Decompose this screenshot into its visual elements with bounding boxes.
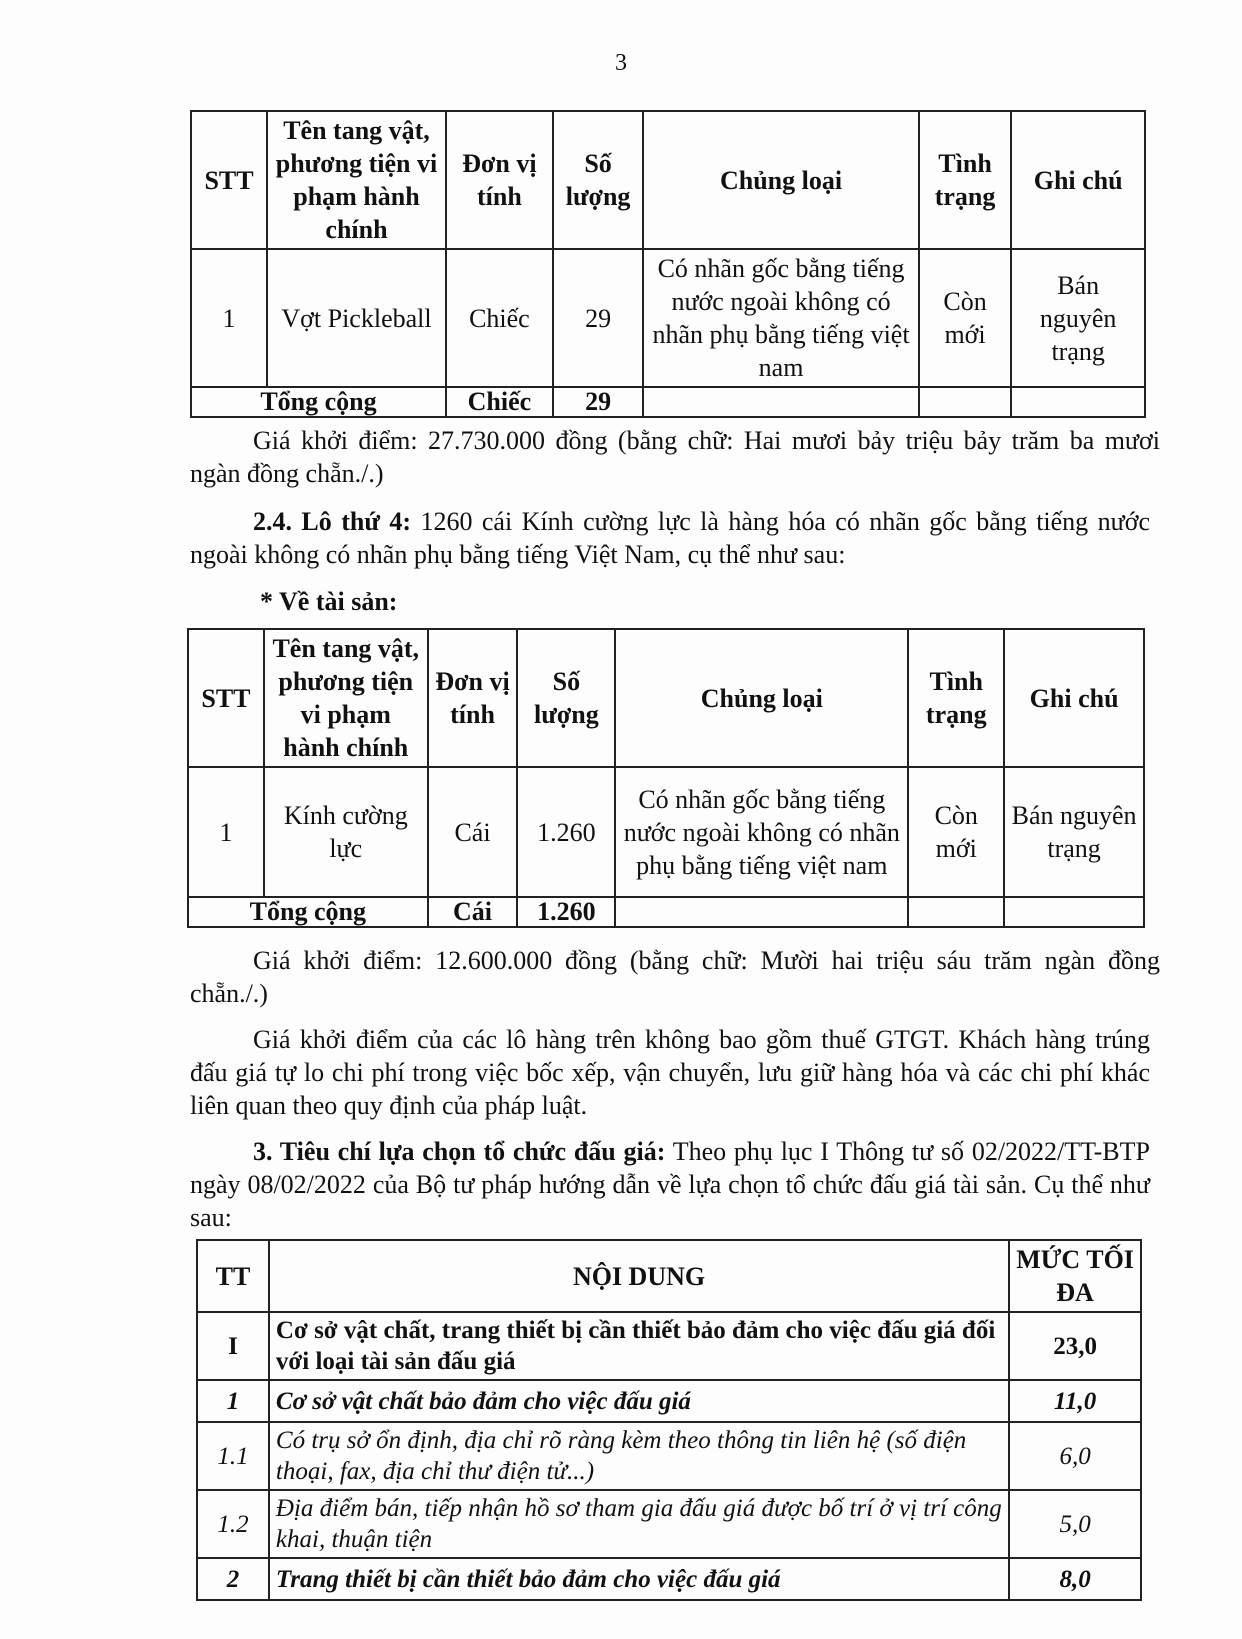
table-header-row (191, 111, 1145, 249)
cell-type: Có nhãn gốc bằng tiếng nước ngoài không có nhãn phụ bằng tiếng việt nam (643, 249, 919, 387)
table-row (197, 1380, 1141, 1422)
cell-tt: 1 (197, 1380, 269, 1422)
cell-max-score: 23,0 (1009, 1312, 1141, 1380)
cell-unit: Cái (428, 767, 518, 897)
starting-price-lot3: Giá khởi điểm: 27.730.000 đồng (bằng chữ: Hai mươi bảy triệu bảy trăm ba mươi ngàn đồng chẵn./.) (190, 426, 1160, 488)
total-empty (1011, 387, 1145, 417)
header-tt: TT (197, 1240, 269, 1312)
cell-max-score: 6,0 (1009, 1422, 1141, 1490)
cell-max-score: 8,0 (1009, 1558, 1141, 1600)
total-unit: Cái (428, 897, 518, 927)
asset-table-lot3 (190, 110, 1146, 418)
table-row (197, 1312, 1141, 1380)
cell-condition: Còn mới (908, 767, 1004, 897)
cell-content: Cơ sở vật chất bảo đảm cho việc đấu giá (269, 1380, 1009, 1422)
asset-table-lot4 (187, 628, 1145, 928)
cell-note: Bán nguyên trạng (1004, 767, 1144, 897)
total-empty (919, 387, 1012, 417)
total-label: Tổng cộng (191, 387, 446, 417)
header-type: Chủng loại (643, 111, 919, 249)
header-stt: STT (188, 629, 264, 767)
table-row (188, 767, 1144, 897)
header-unit: Đơn vị tính (446, 111, 553, 249)
cell-stt: 1 (191, 249, 267, 387)
header-condition: Tình trạng (919, 111, 1012, 249)
table-row (197, 1490, 1141, 1558)
total-quantity: 1.260 (517, 897, 615, 927)
cell-tt: I (197, 1312, 269, 1380)
total-empty (1004, 897, 1144, 927)
header-quantity: Số lượng (517, 629, 615, 767)
table-row (197, 1422, 1141, 1490)
cell-content: Trang thiết bị cần thiết bảo đảm cho việc đấu giá (269, 1558, 1009, 1600)
cell-tt: 1.2 (197, 1490, 269, 1558)
header-type: Chủng loại (615, 629, 908, 767)
total-row (188, 897, 1144, 927)
cell-type: Có nhãn gốc bằng tiếng nước ngoài không có nhãn phụ bằng tiếng việt nam (615, 767, 908, 897)
asset-heading: * Về tài sản: (260, 587, 398, 616)
total-empty (643, 387, 919, 417)
criteria-heading: 3. Tiêu chí lựa chọn tổ chức đấu giá: (253, 1137, 666, 1166)
header-stt: STT (191, 111, 267, 249)
cell-quantity: 29 (553, 249, 643, 387)
cell-tt: 2 (197, 1558, 269, 1600)
cell-content: Địa điểm bán, tiếp nhận hồ sơ tham gia đấu giá được bố trí ở vị trí công khai, thuận tiện (269, 1490, 1009, 1558)
header-quantity: Số lượng (553, 111, 643, 249)
cell-quantity: 1.260 (517, 767, 615, 897)
cell-tt: 1.1 (197, 1422, 269, 1490)
criteria-text: Theo phụ lục I Thông tư số 02/2022/TT-BTP ngày 08/02/2022 của Bộ tư pháp hướng dẫn về lựa chọn tổ chức đấu giá tài sản. Cụ thể như sau: (190, 1137, 1150, 1232)
lot4-heading: 2.4. Lô thứ 4: (253, 507, 412, 536)
table-header-row (188, 629, 1144, 767)
total-empty (615, 897, 908, 927)
cell-note: Bán nguyên trạng (1011, 249, 1145, 387)
cell-max-score: 5,0 (1009, 1490, 1141, 1558)
header-note: Ghi chú (1004, 629, 1144, 767)
starting-price-lot4: Giá khởi điểm: 12.600.000 đồng (bằng chữ: Mười hai triệu sáu trăm ngàn đồng chẵn./.) (190, 946, 1160, 1008)
cell-item-name: Kính cường lực (264, 767, 428, 897)
total-unit: Chiếc (446, 387, 553, 417)
total-quantity: 29 (553, 387, 643, 417)
header-unit: Đơn vị tính (428, 629, 518, 767)
header-content: NỘI DUNG (269, 1240, 1009, 1312)
cell-condition: Còn mới (919, 249, 1012, 387)
vat-note: Giá khởi điểm của các lô hàng trên không bao gồm thuế GTGT. Khách hàng trúng đấu giá tự lo chi phí trong việc bốc xếp, vận chuyển, lưu giữ hàng hóa và các chi phí khác liên quan theo quy định của pháp luật. (190, 1025, 1150, 1120)
header-item-name: Tên tang vật, phương tiện vi phạm hành chính (264, 629, 428, 767)
cell-content: Cơ sở vật chất, trang thiết bị cần thiết bảo đảm cho việc đấu giá đối với loại tài sản đấu giá (269, 1312, 1009, 1380)
header-item-name: Tên tang vật, phương tiện vi phạm hành chính (267, 111, 446, 249)
criteria-paragraph (190, 1135, 1150, 1234)
table-row (197, 1558, 1141, 1600)
cell-item-name: Vợt Pickleball (267, 249, 446, 387)
total-row (191, 387, 1145, 417)
lot4-text: 1260 cái Kính cường lực là hàng hóa có nhãn gốc bằng tiếng nước ngoài không có nhãn phụ bằng tiếng Việt Nam, cụ thể như sau: (190, 507, 1150, 569)
lot4-paragraph (190, 505, 1150, 571)
total-label: Tổng cộng (188, 897, 428, 927)
table-header-row (197, 1240, 1141, 1312)
header-note: Ghi chú (1011, 111, 1145, 249)
cell-content: Có trụ sở ổn định, địa chỉ rõ ràng kèm theo thông tin liên hệ (số điện thoại, fax, địa chỉ thư điện tử...) (269, 1422, 1009, 1490)
header-condition: Tình trạng (908, 629, 1004, 767)
header-max-score: MỨC TỐI ĐA (1009, 1240, 1141, 1312)
criteria-table (196, 1239, 1142, 1601)
cell-max-score: 11,0 (1009, 1380, 1141, 1422)
table-row (191, 249, 1145, 387)
cell-stt: 1 (188, 767, 264, 897)
total-empty (908, 897, 1004, 927)
page-number: 3 (615, 50, 627, 76)
cell-unit: Chiếc (446, 249, 553, 387)
